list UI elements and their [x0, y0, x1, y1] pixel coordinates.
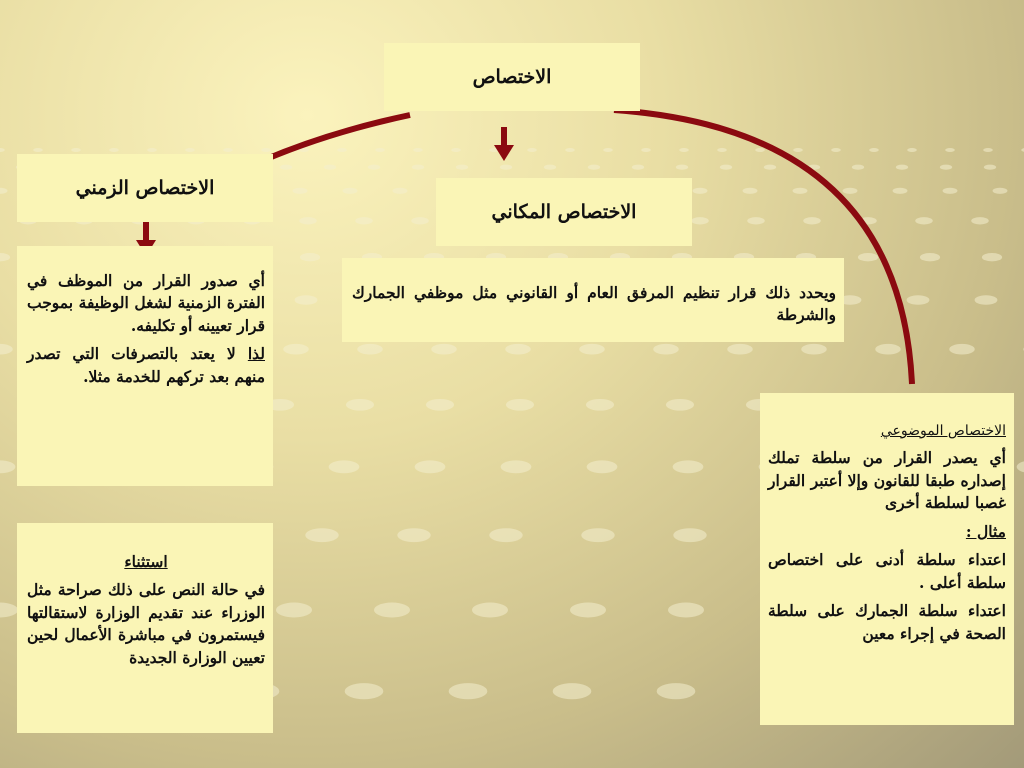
subject-example-1: اعتداء سلطة أدنى على اختصاص سلطة أعلى .	[768, 550, 1006, 592]
background-dot	[472, 603, 508, 618]
background-dot	[984, 165, 996, 170]
background-dot	[343, 188, 358, 194]
background-dot	[393, 188, 408, 194]
background-dot	[945, 148, 955, 152]
background-dot	[717, 148, 727, 152]
background-dot	[720, 165, 732, 170]
background-dot	[915, 217, 933, 224]
background-dot	[299, 148, 309, 152]
background-dot	[413, 148, 423, 152]
background-dot	[907, 295, 930, 305]
background-dot	[426, 399, 454, 411]
background-dot	[505, 344, 530, 355]
temporal-detail-rest: لا يعتد بالتصرفات التي تصدر منهم بعد تركهم للخدمة مثلا.	[27, 344, 265, 386]
background-dot	[0, 344, 13, 355]
background-dot	[1017, 460, 1024, 473]
subject-box	[760, 393, 1014, 725]
background-dot	[280, 165, 292, 170]
background-dot	[755, 148, 765, 152]
background-dot	[0, 603, 18, 618]
background-dot	[345, 683, 384, 699]
background-dot	[0, 188, 7, 194]
background-dot	[329, 460, 360, 473]
background-dot	[553, 683, 592, 699]
background-dot	[283, 344, 308, 355]
background-dot	[588, 165, 600, 170]
background-dot	[185, 148, 195, 152]
background-dot	[603, 148, 613, 152]
background-dot	[355, 217, 373, 224]
background-dot	[0, 460, 15, 473]
background-dot	[489, 528, 522, 542]
exception-body: في حالة النص على ذلك صراحة مثل الوزراء عند تقديم الوزارة لاستقالتها فيستمرون في مباشرة الأعمال لحين تعيين الوزارة الجديدة	[27, 580, 265, 667]
temporal-label: الاختصاص الزمني	[75, 177, 215, 199]
background-dot	[147, 148, 157, 152]
background-dot	[727, 344, 752, 355]
background-dot	[893, 188, 908, 194]
subject-example-2: اعتداء سلطة الجمارك على سلطة الصحة في إجراء معين	[768, 601, 1006, 643]
background-dot	[337, 148, 347, 152]
background-dot	[975, 295, 998, 305]
background-dot	[907, 148, 917, 152]
background-dot	[375, 148, 385, 152]
background-dot	[940, 165, 952, 170]
background-dot	[0, 253, 10, 261]
background-dot	[808, 165, 820, 170]
down-arrow-icon	[494, 127, 514, 161]
background-dot	[993, 188, 1008, 194]
background-dot	[793, 188, 808, 194]
temporal-detail-main: أي صدور القرار من الموظف في الفترة الزمنية لشغل الوظيفة بموجب قرار تعيينه أو تكليفه.	[27, 271, 265, 335]
background-dot	[506, 399, 534, 411]
background-dot	[451, 148, 461, 152]
background-dot	[412, 165, 424, 170]
background-dot	[368, 165, 380, 170]
background-dot	[109, 148, 119, 152]
background-dot	[411, 217, 429, 224]
temporal-detail-extra	[27, 343, 265, 388]
subject-definition: أي يصدر القرار من سلطة تملك إصداره طبقا للقانون وإلا أعتبر القرار غصبا لسلطة أخرى	[768, 448, 1006, 513]
background-dot	[747, 217, 765, 224]
background-dot	[527, 148, 537, 152]
subject-heading: الاختصاص الموضوعي	[880, 423, 1006, 439]
background-dot	[431, 344, 456, 355]
subject-example-label: مثال :	[965, 521, 1006, 541]
background-dot	[943, 188, 958, 194]
background-dot	[305, 528, 338, 542]
background-dot	[324, 165, 336, 170]
background-dot	[982, 253, 1002, 261]
background-dot	[801, 344, 826, 355]
background-dot	[449, 683, 488, 699]
background-dot	[632, 165, 644, 170]
background-dot	[673, 460, 704, 473]
temporal-detail-box	[17, 246, 273, 486]
background-dot	[983, 148, 993, 152]
background-dot	[673, 528, 706, 542]
background-dot	[293, 188, 308, 194]
background-dot	[764, 165, 776, 170]
exception-heading: استثناء	[124, 552, 168, 571]
background-dot	[668, 603, 704, 618]
background-dot	[852, 165, 864, 170]
background-dot	[793, 148, 803, 152]
background-dot	[500, 165, 512, 170]
background-dot	[299, 217, 317, 224]
background-dot	[666, 399, 694, 411]
background-dot	[679, 148, 689, 152]
background-dot	[743, 188, 758, 194]
background-dot	[501, 460, 532, 473]
background-dot	[33, 148, 43, 152]
background-dot	[346, 399, 374, 411]
background-dot	[858, 253, 878, 261]
background-dot	[803, 217, 821, 224]
spatial-label: الاختصاص المكاني	[491, 201, 637, 223]
spatial-detail-box	[342, 258, 844, 342]
background-dot	[300, 253, 320, 261]
background-dot	[71, 148, 81, 152]
background-dot	[691, 217, 709, 224]
background-dot	[565, 148, 575, 152]
background-dot	[357, 344, 382, 355]
background-dot	[295, 295, 318, 305]
background-dot	[261, 148, 271, 152]
background-dot	[843, 188, 858, 194]
root-label: الاختصاص	[472, 66, 552, 88]
background-dot	[693, 188, 708, 194]
background-dot	[579, 344, 604, 355]
background-dot	[0, 148, 5, 152]
background-dot	[875, 344, 900, 355]
background-dot	[896, 165, 908, 170]
spatial-node	[436, 178, 692, 246]
background-dot	[641, 148, 651, 152]
background-dot	[581, 528, 614, 542]
background-dot	[276, 603, 312, 618]
background-dot	[397, 528, 430, 542]
root-node	[384, 43, 640, 111]
background-dot	[223, 148, 233, 152]
background-dot	[859, 217, 877, 224]
background-dot	[415, 460, 446, 473]
background-dot	[653, 344, 678, 355]
background-dot	[869, 148, 879, 152]
background-dot	[920, 253, 940, 261]
background-dot	[971, 217, 989, 224]
exception-box	[17, 523, 273, 733]
background-dot	[949, 344, 974, 355]
background-dot	[587, 460, 618, 473]
background-dot	[586, 399, 614, 411]
spatial-detail: ويحدد ذلك قرار تنظيم المرفق العام أو القانوني مثل موظفي الجمارك والشرطة	[352, 283, 836, 325]
background-dot	[831, 148, 841, 152]
background-dot	[570, 603, 606, 618]
background-dot	[456, 165, 468, 170]
background-dot	[374, 603, 410, 618]
background-dot	[657, 683, 696, 699]
temporal-keyword: لذا	[247, 344, 265, 364]
temporal-node	[17, 154, 273, 222]
background-dot	[544, 165, 556, 170]
background-dot	[676, 165, 688, 170]
